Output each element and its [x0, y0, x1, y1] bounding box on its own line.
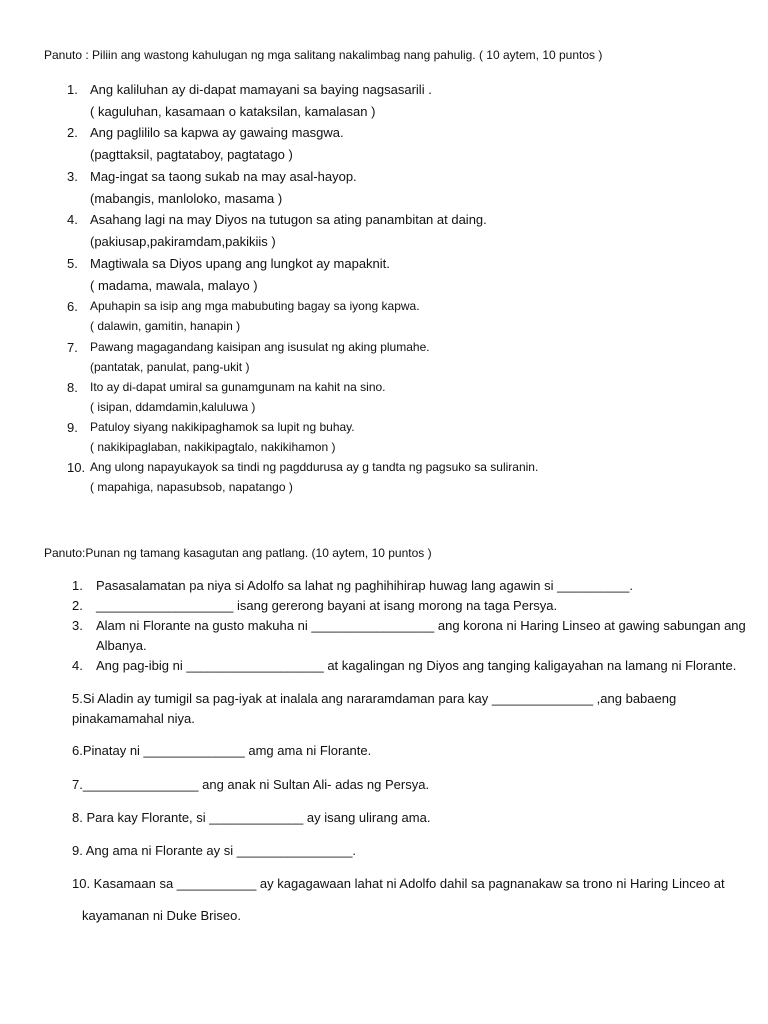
s2-item-number: 1.: [72, 578, 83, 593]
s1-item-question: Magtiwala sa Diyos upang ang lungkot ay mapaknit.: [90, 256, 390, 271]
s1-item-number: 5.: [67, 256, 78, 271]
s1-item-choices: ( dalawin, gamitin, hanapin ): [90, 319, 241, 333]
section1-instruction: Panuto : Piliin ang wastong kahulugan ng mga salitang nakalimbag nang pahulig. ( 10 aytem, 10 puntos ): [44, 48, 603, 62]
s1-item-question: Ang paglililo sa kapwa ay gawaing masgwa.: [90, 125, 344, 140]
s1-item-question: Mag-ingat sa taong sukab na may asal-hayop.: [90, 169, 357, 184]
s2-item-number: 4.: [72, 658, 83, 673]
s1-item-choices: (pagttaksil, pagtataboy, pagtatago ): [90, 147, 293, 162]
s2-item7: 7.________________ ang anak ni Sultan Ali- adas ng Persya.: [72, 777, 430, 792]
s2-item5-line2: pinakamamahal niya.: [72, 711, 195, 726]
s2-item-text: ___________________ isang gererong bayani at isang morong na taga Persya.: [96, 598, 558, 613]
s1-item-number: 9.: [67, 420, 78, 435]
s1-item-question: Asahang lagi na may Diyos na tutugon sa ating panambitan at daing.: [90, 212, 487, 227]
s1-item-number: 1.: [67, 82, 78, 97]
s1-item-choices: ( mapahiga, napasubsob, napatango ): [90, 480, 293, 494]
s1-item-choices: (pantatak, panulat, pang-ukit ): [90, 360, 250, 374]
s1-item-question: Ang ulong napayukayok sa tindi ng pagddurusa ay g tandta ng pagsuko sa suliranin.: [90, 460, 539, 474]
s1-item-number: 6.: [67, 299, 78, 314]
s1-item-choices: (pakiusap,pakiramdam,pakikiis ): [90, 234, 276, 249]
s2-item6: 6.Pinatay ni ______________ amg ama ni Florante.: [72, 743, 372, 758]
s1-item-choices: ( nakikipaglaban, nakikipagtalo, nakikihamon ): [90, 440, 336, 454]
s2-item9: 9. Ang ama ni Florante ay si ________________.: [72, 843, 357, 858]
s1-item-choices: (mabangis, manloloko, masama ): [90, 191, 283, 206]
s2-item10-line2: kayamanan ni Duke Briseo.: [82, 908, 241, 923]
s1-item-question: Ito ay di-dapat umiral sa gunamgunam na kahit na sino.: [90, 380, 386, 394]
s2-item-text: Alam ni Florante na gusto makuha ni _________________ ang korona ni Haring Linseo at gawing sabungan ang: [96, 618, 746, 633]
s1-item-question: Patuloy siyang nakikipaghamok sa lupit ng buhay.: [90, 420, 355, 434]
s1-item-choices: ( isipan, ddamdamin,kaluluwa ): [90, 400, 256, 414]
s2-item-text-cont: Albanya.: [96, 638, 147, 653]
s2-item-number: 3.: [72, 618, 83, 633]
s1-item-number: 7.: [67, 340, 78, 355]
s1-item-choices: ( madama, mawala, malayo ): [90, 278, 258, 293]
section2-instruction: Panuto:Punan ng tamang kasagutan ang patlang. (10 aytem, 10 puntos ): [44, 546, 432, 560]
s1-item-number: 10.: [67, 460, 86, 475]
s2-item5-line1: 5.Si Aladin ay tumigil sa pag-iyak at inalala ang nararamdaman para kay ______________ ,ang babaeng: [72, 691, 677, 706]
s2-item8: 8. Para kay Florante, si _____________ ay isang ulirang ama.: [72, 810, 431, 825]
s2-item-number: 2.: [72, 598, 83, 613]
s1-item-number: 4.: [67, 212, 78, 227]
s1-item-number: 3.: [67, 169, 78, 184]
s1-item-question: Ang kaliluhan ay di-dapat mamayani sa baying nagsasarili .: [90, 82, 432, 97]
s1-item-question: Apuhapin sa isip ang mga mabubuting bagay sa iyong kapwa.: [90, 299, 420, 313]
s1-item-number: 2.: [67, 125, 78, 140]
s1-item-number: 8.: [67, 380, 78, 395]
s1-item-choices: ( kaguluhan, kasamaan o kataksilan, kamalasan ): [90, 104, 376, 119]
s2-item-text: Pasasalamatan pa niya si Adolfo sa lahat ng paghihihirap huwag lang agawin si __________.: [96, 578, 633, 593]
s2-item10-line1: 10. Kasamaan sa ___________ ay kagagawaan lahat ni Adolfo dahil sa pagnanakaw sa trono ni Haring Linceo at: [72, 876, 725, 891]
s2-item-text: Ang pag-ibig ni ___________________ at kagalingan ng Diyos ang tanging kaligayahan na lamang ni Florante.: [96, 658, 737, 673]
s1-item-question: Pawang magagandang kaisipan ang isusulat ng aking plumahe.: [90, 340, 430, 354]
